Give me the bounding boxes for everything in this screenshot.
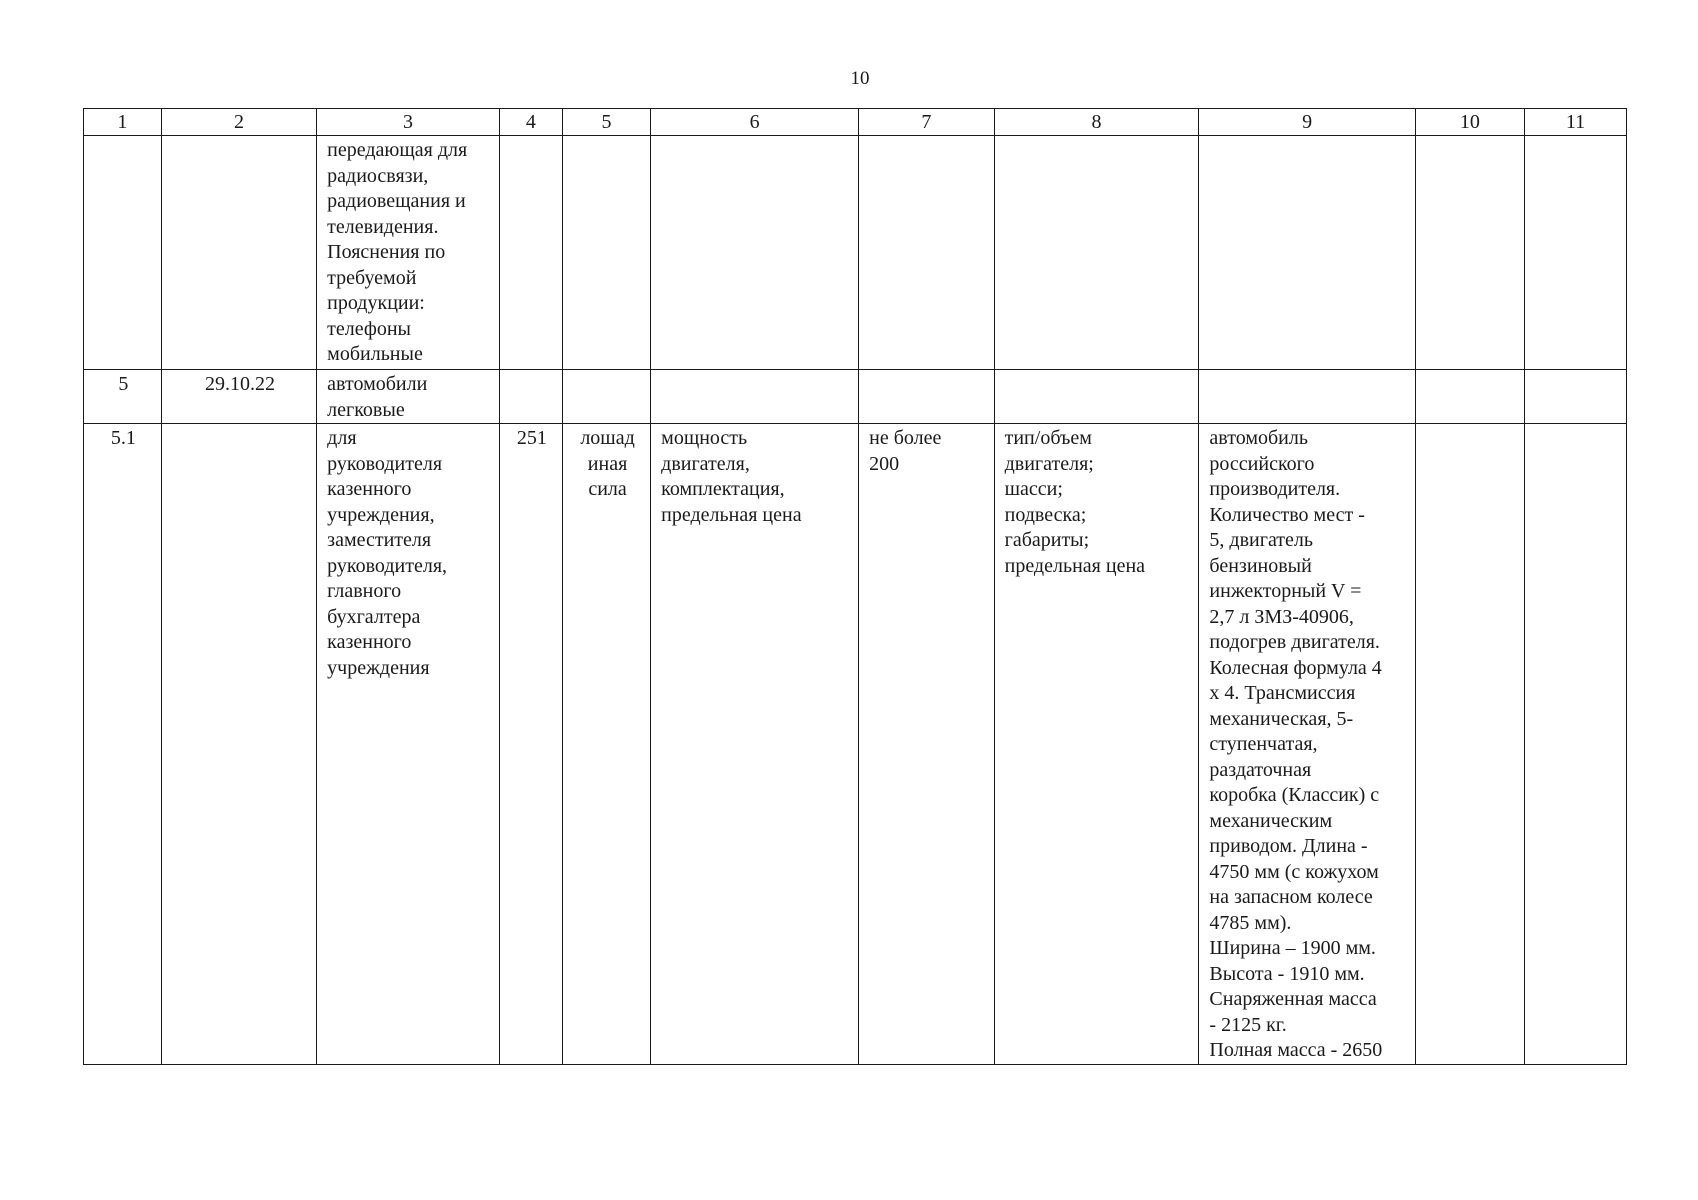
table-cell (161, 136, 316, 370)
table-cell: 5.1 (84, 424, 162, 1065)
column-header: 4 (499, 109, 562, 136)
table-cell (994, 136, 1199, 370)
table-cell: 251 (499, 424, 562, 1065)
column-header: 7 (859, 109, 994, 136)
table-cell: автомобиль российского производителя. Количество мест - 5, двигатель бензиновый инжекторный V = 2,7 л ЗМЗ-40906, подогрев двигателя. Колесная формула 4 х 4. Трансмиссия механическая, 5- ступенчатая, раздаточная коробка (Классик) с механическим приводом. Длина - 4750 мм (с кожухом на запасном колесе 4785 мм). Ширина – 1900 мм. Высота - 1910 мм. Снаряженная масса - 2125 кг. Полная масса - 2650 (1199, 424, 1415, 1065)
column-header: 10 (1415, 109, 1524, 136)
table-row (84, 370, 1627, 424)
column-header: 3 (317, 109, 500, 136)
table-cell (499, 370, 562, 424)
table-cell: не более 200 (859, 424, 994, 1065)
table-cell: автомобили легковые (317, 370, 500, 424)
table-cell (562, 136, 650, 370)
table-cell (562, 370, 650, 424)
table-cell (651, 136, 859, 370)
table-cell (1415, 136, 1524, 370)
page-number: 10 (850, 68, 870, 89)
column-header: 8 (994, 109, 1199, 136)
table-cell (1525, 424, 1627, 1065)
table-cell: 29.10.22 (161, 370, 316, 424)
table-cell (1199, 370, 1415, 424)
table-cell: для руководителя казенного учреждения, заместителя руководителя, главного бухгалтера казенного учреждения (317, 424, 500, 1065)
table-cell (1525, 370, 1627, 424)
table-cell (499, 136, 562, 370)
column-header: 9 (1199, 109, 1415, 136)
column-header: 2 (161, 109, 316, 136)
table-cell (1415, 370, 1524, 424)
table-cell (651, 370, 859, 424)
table-row (84, 136, 1627, 370)
column-header: 11 (1525, 109, 1627, 136)
table-cell (1525, 136, 1627, 370)
table-cell: передающая для радиосвязи, радиовещания и телевидения. Пояснения по требуемой продукции: телефоны мобильные (317, 136, 500, 370)
table-cell: мощность двигателя, комплектация, предельная цена (651, 424, 859, 1065)
requirements-table (83, 108, 1627, 1065)
table-row (84, 424, 1627, 1065)
table-cell (859, 370, 994, 424)
table-cell (161, 424, 316, 1065)
table-cell: тип/объем двигателя; шасси; подвеска; габариты; предельная цена (994, 424, 1199, 1065)
table-cell (84, 136, 162, 370)
table-cell: 5 (84, 370, 162, 424)
table-cell (859, 136, 994, 370)
table-cell: лошад иная сила (562, 424, 650, 1065)
table-cell (994, 370, 1199, 424)
column-header: 1 (84, 109, 162, 136)
table-cell (1415, 424, 1524, 1065)
table-header-row (84, 109, 1627, 136)
table-cell (1199, 136, 1415, 370)
column-header: 5 (562, 109, 650, 136)
column-header: 6 (651, 109, 859, 136)
